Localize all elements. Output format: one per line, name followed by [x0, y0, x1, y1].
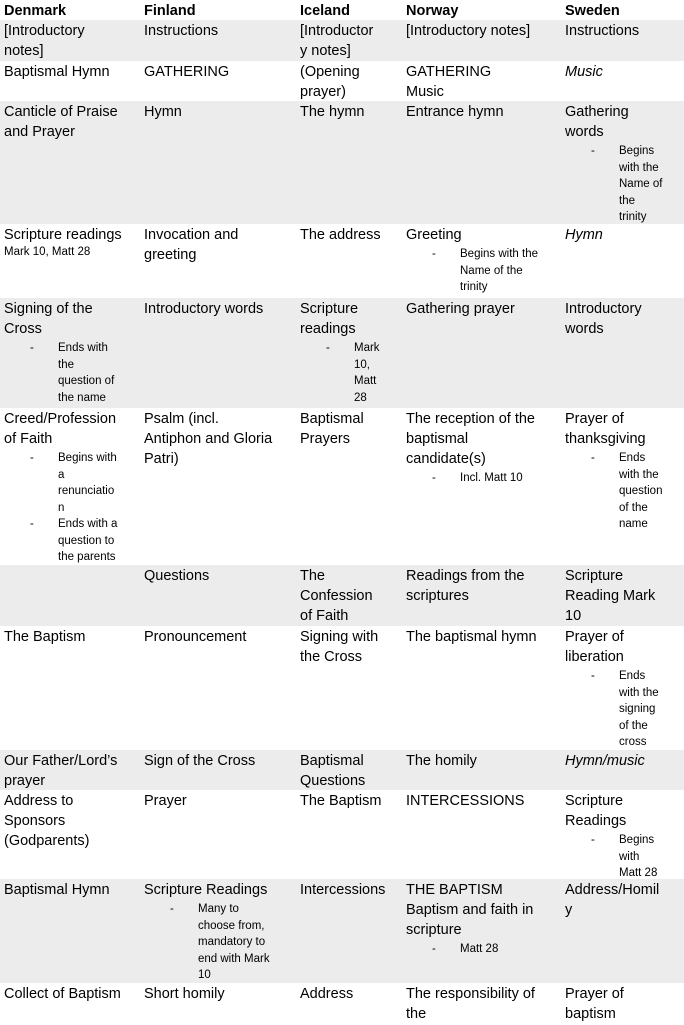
- cell-denmark: [0, 61, 140, 101]
- cell-denmark: [0, 224, 140, 298]
- cell-text: The baptismal hymn: [406, 629, 537, 645]
- cell-denmark: [0, 983, 140, 1025]
- bullet-list: [4, 450, 136, 565]
- cell-denmark: [0, 879, 140, 983]
- cell-text: The Baptism: [4, 629, 86, 645]
- cell-text: Introductory words: [565, 301, 642, 337]
- cell-text: Address to Sponsors (Godparents): [4, 793, 90, 849]
- cell-denmark: [0, 20, 140, 61]
- cell-text: Short homily: [144, 986, 225, 1002]
- cell-denmark: [0, 750, 140, 790]
- table-row: [0, 983, 684, 1025]
- cell-sweden: [561, 101, 684, 224]
- cell-text: (Opening prayer): [300, 64, 360, 100]
- cell-sweden: [561, 61, 684, 101]
- cell-sweden: [561, 626, 684, 750]
- header-iceland: Iceland: [300, 3, 350, 19]
- cell-text: Baptismal Prayers: [300, 411, 364, 447]
- cell-finland: [140, 101, 296, 224]
- bullet-list: [300, 340, 398, 406]
- cell-text: [Introductor y notes]: [300, 23, 374, 59]
- cell-text: Introductory words: [144, 301, 264, 317]
- cell-text: Scripture readings: [4, 227, 122, 243]
- cell-text: THE BAPTISM Baptism and faith in scripture: [406, 882, 534, 938]
- cell-text: Canticle of Praise and Prayer: [4, 104, 118, 140]
- cell-sweden: [561, 20, 684, 61]
- cell-denmark: [0, 790, 140, 879]
- cell-finland: [140, 20, 296, 61]
- header-row: [0, 0, 684, 20]
- cell-text: Prayer of thanksgiving: [565, 411, 646, 447]
- cell-text: Invocation and greeting: [144, 227, 239, 263]
- bullet-list: [565, 668, 680, 750]
- cell-iceland: [296, 224, 402, 298]
- bullet-item: - Mark 10, Matt 28: [300, 340, 398, 406]
- table-row: [0, 298, 684, 408]
- bullet-item: - Ends with a question to the parents: [4, 516, 136, 565]
- cell-text: Entrance hymn: [406, 104, 504, 120]
- cell-finland: [140, 224, 296, 298]
- table-row: [0, 61, 684, 101]
- header-denmark: Denmark: [4, 3, 67, 19]
- cell-sweden: [561, 790, 684, 879]
- cell-denmark: [0, 101, 140, 224]
- cell-text: The Baptism: [300, 793, 382, 809]
- cell-text: Hymn/music: [565, 753, 645, 769]
- cell-text: INTERCESSIONS: [406, 793, 525, 809]
- table-body: [0, 20, 684, 1025]
- bullet-item: - Begins with Matt 28: [565, 832, 680, 879]
- bullet-item: - Begins with a renunciatio n: [4, 450, 136, 516]
- cell-sweden: [561, 983, 684, 1025]
- cell-iceland: [296, 626, 402, 750]
- cell-norway: [402, 408, 561, 565]
- bullet-item: - Begins with the Name of the trinity: [406, 246, 557, 296]
- cell-sweden: [561, 224, 684, 298]
- header-sweden: Sweden: [565, 3, 620, 19]
- cell-norway: [402, 750, 561, 790]
- table-row: [0, 20, 684, 61]
- table-row: [0, 101, 684, 224]
- cell-text: Baptismal Questions: [300, 753, 366, 789]
- cell-text: Pronouncement: [144, 629, 247, 645]
- cell-finland: [140, 750, 296, 790]
- cell-norway: [402, 790, 561, 879]
- cell-text: The homily: [406, 753, 477, 769]
- bullet-item: - Begins with the Name of the trinity: [565, 143, 680, 224]
- bullet-list: [144, 901, 292, 983]
- cell-text: The address: [300, 227, 381, 243]
- cell-text: Address: [300, 986, 354, 1002]
- cell-sweden: [561, 408, 684, 565]
- cell-norway: [402, 298, 561, 408]
- header-finland: Finland: [144, 3, 196, 19]
- cell-text: Hymn: [144, 104, 182, 120]
- bullet-item: - Ends with the signing of the cross: [565, 668, 680, 750]
- cell-text: Greeting: [406, 227, 462, 243]
- cell-subtext: Mark 10, Matt 28: [4, 246, 91, 258]
- cell-text: Sign of the Cross: [144, 753, 256, 769]
- cell-norway: [402, 983, 561, 1025]
- cell-text: Questions: [144, 568, 210, 584]
- bullet-item: - Ends with the question of the name: [4, 340, 136, 406]
- cell-text: The reception of the baptismal candidate(s): [406, 411, 535, 467]
- bullet-list: [406, 470, 557, 487]
- header-norway: Norway: [406, 3, 459, 19]
- cell-text: Prayer of liberation: [565, 629, 624, 665]
- cell-sweden: [561, 879, 684, 983]
- cell-text: The responsibility of the: [406, 986, 535, 1022]
- table-row: [0, 565, 684, 626]
- cell-text: Prayer of baptism: [565, 986, 624, 1022]
- bullet-list: [4, 340, 136, 406]
- cell-text: Music: [565, 64, 603, 80]
- cell-text: Scripture Readings: [144, 882, 268, 898]
- cell-sweden: [561, 298, 684, 408]
- bullet-list: [406, 246, 557, 296]
- cell-text: Intercessions: [300, 882, 386, 898]
- cell-text: The hymn: [300, 104, 365, 120]
- cell-iceland: [296, 983, 402, 1025]
- cell-iceland: [296, 61, 402, 101]
- cell-text: Signing with the Cross: [300, 629, 379, 665]
- cell-text: Hymn: [565, 227, 603, 243]
- cell-text: Readings from the scriptures: [406, 568, 525, 604]
- cell-iceland: [296, 565, 402, 626]
- cell-norway: [402, 20, 561, 61]
- cell-finland: [140, 626, 296, 750]
- table-row: [0, 626, 684, 750]
- bullet-list: [565, 143, 680, 224]
- cell-text: Scripture Reading Mark 10: [565, 568, 656, 624]
- cell-text: GATHERING: [144, 64, 230, 80]
- cell-text: Baptismal Hymn: [4, 882, 110, 898]
- cell-text: The Confession of Faith: [300, 568, 373, 624]
- cell-finland: [140, 61, 296, 101]
- bullet-list: [565, 832, 680, 879]
- cell-iceland: [296, 879, 402, 983]
- cell-text: Scripture Readings: [565, 793, 627, 829]
- cell-finland: [140, 790, 296, 879]
- cell-text: Address/Homil y: [565, 882, 660, 918]
- cell-finland: [140, 879, 296, 983]
- cell-norway: [402, 61, 561, 101]
- cell-denmark: [0, 298, 140, 408]
- cell-text: Baptismal Hymn: [4, 64, 110, 80]
- cell-text: Instructions: [565, 23, 640, 39]
- cell-finland: [140, 408, 296, 565]
- cell-finland: [140, 983, 296, 1025]
- cell-iceland: [296, 750, 402, 790]
- cell-text: Gathering words: [565, 104, 629, 140]
- bullet-list: [406, 941, 557, 958]
- cell-finland: [140, 565, 296, 626]
- cell-denmark: [0, 626, 140, 750]
- cell-iceland: [296, 20, 402, 61]
- table-row: [0, 879, 684, 983]
- cell-text: Signing of the Cross: [4, 301, 93, 337]
- table-row: [0, 750, 684, 790]
- cell-iceland: [296, 101, 402, 224]
- bullet-item: - Incl. Matt 10: [406, 470, 557, 487]
- cell-text: [Introductory notes]: [4, 23, 85, 59]
- cell-sweden: [561, 565, 684, 626]
- cell-text: Psalm (incl. Antiphon and Gloria Patri): [144, 411, 273, 467]
- cell-denmark: [0, 565, 140, 626]
- bullet-list: [565, 450, 680, 533]
- cell-iceland: [296, 408, 402, 565]
- bullet-item: - Many to choose from, mandatory to end with Mark 10: [144, 901, 292, 983]
- cell-denmark: [0, 408, 140, 565]
- cell-text: Gathering prayer: [406, 301, 515, 317]
- bullet-item: - Matt 28: [406, 941, 557, 958]
- cell-iceland: [296, 790, 402, 879]
- cell-norway: [402, 224, 561, 298]
- cell-norway: [402, 565, 561, 626]
- cell-text: Our Father/Lord’s prayer: [4, 753, 118, 789]
- cell-text: Instructions: [144, 23, 219, 39]
- cell-text: Creed/Profession of Faith: [4, 411, 117, 447]
- table-row: [0, 790, 684, 879]
- cell-text: [Introductory notes]: [406, 23, 531, 39]
- table-row: [0, 224, 684, 298]
- table-row: [0, 408, 684, 565]
- cell-text: Scripture readings: [300, 301, 359, 337]
- cell-finland: [140, 298, 296, 408]
- cell-sweden: [561, 750, 684, 790]
- cell-norway: [402, 626, 561, 750]
- cell-text: Collect of Baptism: [4, 986, 121, 1002]
- bullet-item: - Ends with the question of the name: [565, 450, 680, 533]
- cell-text: GATHERING Music: [406, 64, 492, 100]
- cell-text: Prayer: [144, 793, 187, 809]
- cell-norway: [402, 879, 561, 983]
- cell-norway: [402, 101, 561, 224]
- cell-iceland: [296, 298, 402, 408]
